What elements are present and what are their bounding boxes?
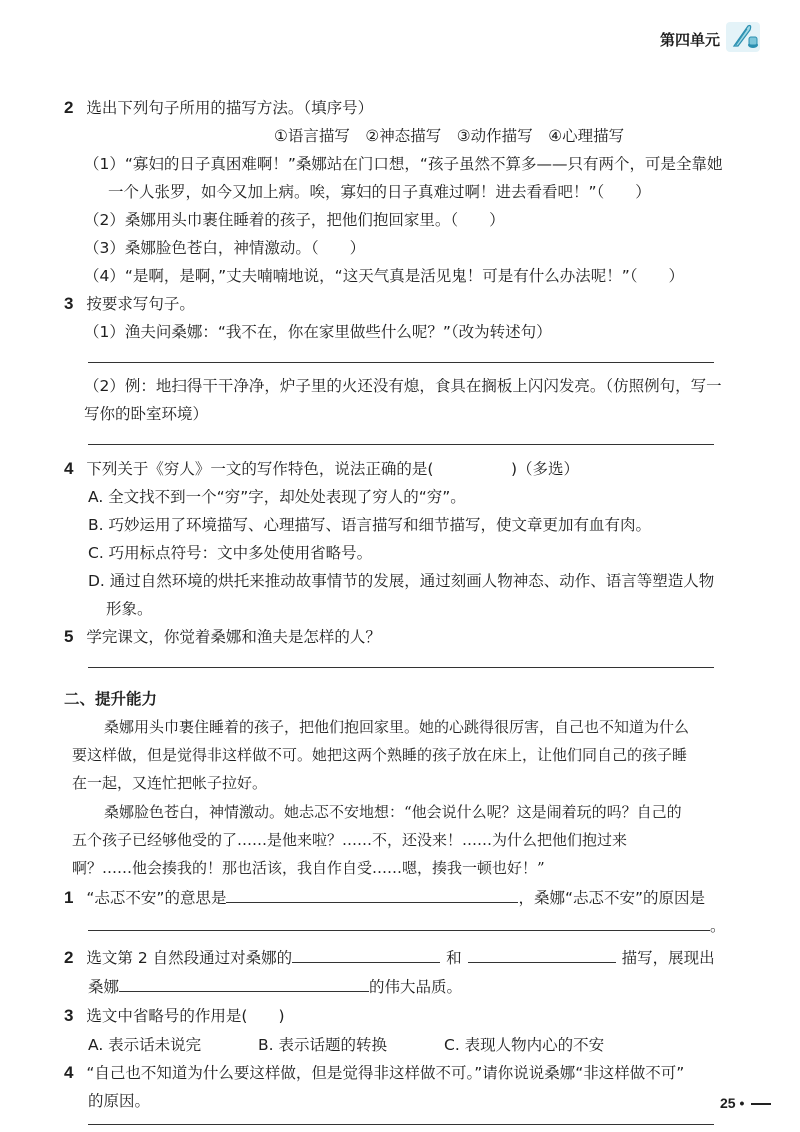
blank-meaning[interactable] [226, 887, 518, 903]
blank-description-1[interactable] [292, 947, 440, 963]
passage-p2-line3: 啊？……他会揍我的！那也活该，我自作自受……嗯，揍我一顿也好！” [72, 859, 545, 877]
part2-question-2-cont: 桑娜 的伟大品质。 [88, 978, 463, 996]
answer-line-q5[interactable] [88, 667, 714, 668]
answer-line-q3-2[interactable] [88, 444, 714, 445]
question-5: 5 学完课文，你觉着桑娜和渔夫是怎样的人？ [64, 627, 381, 646]
unit-header [660, 22, 760, 56]
passage-p1-line2: 要这样做，但是觉得非这样做不可。她把这两个熟睡的孩子放在床上，让他们同自己的孩子睡 [72, 746, 688, 764]
q3-item-2-line1: （2）例：地扫得干干净净，炉子里的火还没有熄，食具在搁板上闪闪发亮。（仿照例句，写一 [84, 377, 722, 395]
section-title-part2: 二、提升能力 [64, 690, 158, 708]
passage-p2-line1: 桑娜脸色苍白，神情激动。她忐忑不安地想：“他会说什么呢？这是闹着玩的吗？自己的 [104, 803, 682, 821]
p2q3-choice-b[interactable]: B. 表示话题的转换 [258, 1036, 387, 1054]
q3-item-2-line2: 写你的卧室环境） [84, 405, 209, 423]
q2-item-1-line1: （1）“寡妇的日子真困难啊！”桑娜站在门口想，“孩子虽然不算多——只有两个，可是全靠她 [84, 155, 723, 173]
blank-quality[interactable] [119, 976, 369, 992]
question-4: 4 下列关于《穷人》一文的写作特色，说法正确的是( )（多选） [64, 459, 580, 478]
q2-item-2: （2）桑娜用头巾裹住睡着的孩子，把他们抱回家里。（ ） [84, 211, 505, 229]
part2-question-2: 2 选文第 2 自然段通过对桑娜的 和 描写，展现出 [64, 948, 715, 967]
part2-question-1: 1 “忐忑不安”的意思是 ，桑娜“忐忑不安”的原因是 [64, 888, 706, 907]
quill-ink-icon [726, 20, 760, 58]
choice-a[interactable]: A. 全文找不到一个“穷”字，却处处表现了穷人的“穷”。 [88, 488, 466, 506]
q2-item-3: （3）桑娜脸色苍白，神情激动。（ ） [84, 239, 366, 257]
passage-p1-line1: 桑娜用头巾裹住睡着的孩子，把他们抱回家里。她的心跳得很厉害，自己也不知道为什么 [104, 718, 690, 736]
p2q3-choice-a[interactable]: A. 表示话未说完 [88, 1036, 202, 1054]
p2q3-choice-c[interactable]: C. 表现人物内心的不安 [444, 1036, 605, 1054]
passage-p2-line2: 五个孩子已经够他受的了……是他来啦？……不，还没来！……为什么把他们抱过来 [72, 831, 628, 849]
part2-question-3: 3 选文中省略号的作用是( ) [64, 1006, 285, 1025]
choice-d-cont: 形象。 [106, 600, 153, 618]
q3-item-1: （1）渔夫问桑娜：“我不在，你在家里做些什么呢？”（改为转述句） [84, 323, 552, 341]
choice-b[interactable]: B. 巧妙运用了环境描写、心理描写、语言描写和细节描写，使文章更加有血有肉。 [88, 516, 651, 534]
answer-line-reason[interactable] [88, 930, 710, 931]
part2-question-4-cont: 的原因。 [88, 1092, 151, 1110]
page-number-dash [751, 1103, 771, 1105]
description-options: ①语言描写 ②神态描写 ③动作描写 ④心理描写 [274, 127, 625, 145]
part2-question-4: 4 “自己也不知道为什么要这样做，但是觉得非这样做不可。”请你说说桑娜“非这样做不可” [64, 1063, 685, 1082]
choice-d[interactable]: D. 通过自然环境的烘托来推动故事情节的发展，通过刻画人物神态、动作、语言等塑造人物 [88, 572, 715, 590]
answer-line-p2q4[interactable] [88, 1124, 714, 1125]
unit-title: 第四单元 [659, 30, 720, 49]
passage-p1-line3: 在一起，又连忙把帐子拉好。 [72, 774, 268, 792]
q2-item-4: （4）“是啊，是啊，”丈夫喃喃地说，“这天气真是活见鬼！可是有什么办法呢！”（ ） [84, 267, 684, 285]
question-2: 2 选出下列句子所用的描写方法。（填序号） [64, 98, 374, 117]
question-3: 3 按要求写句子。 [64, 294, 195, 313]
q2-item-1-line2: 一个人张罗，如今又加上病。唉，寡妇的日子真难过啊！进去看看吧！”（ ） [108, 183, 651, 201]
answer-line-q3-1[interactable] [88, 362, 714, 363]
line-end-period: 。 [710, 917, 726, 935]
page-number: 25 • [720, 1094, 771, 1112]
choice-c[interactable]: C. 巧用标点符号：文中多处使用省略号。 [88, 544, 373, 562]
blank-description-2[interactable] [468, 947, 616, 963]
